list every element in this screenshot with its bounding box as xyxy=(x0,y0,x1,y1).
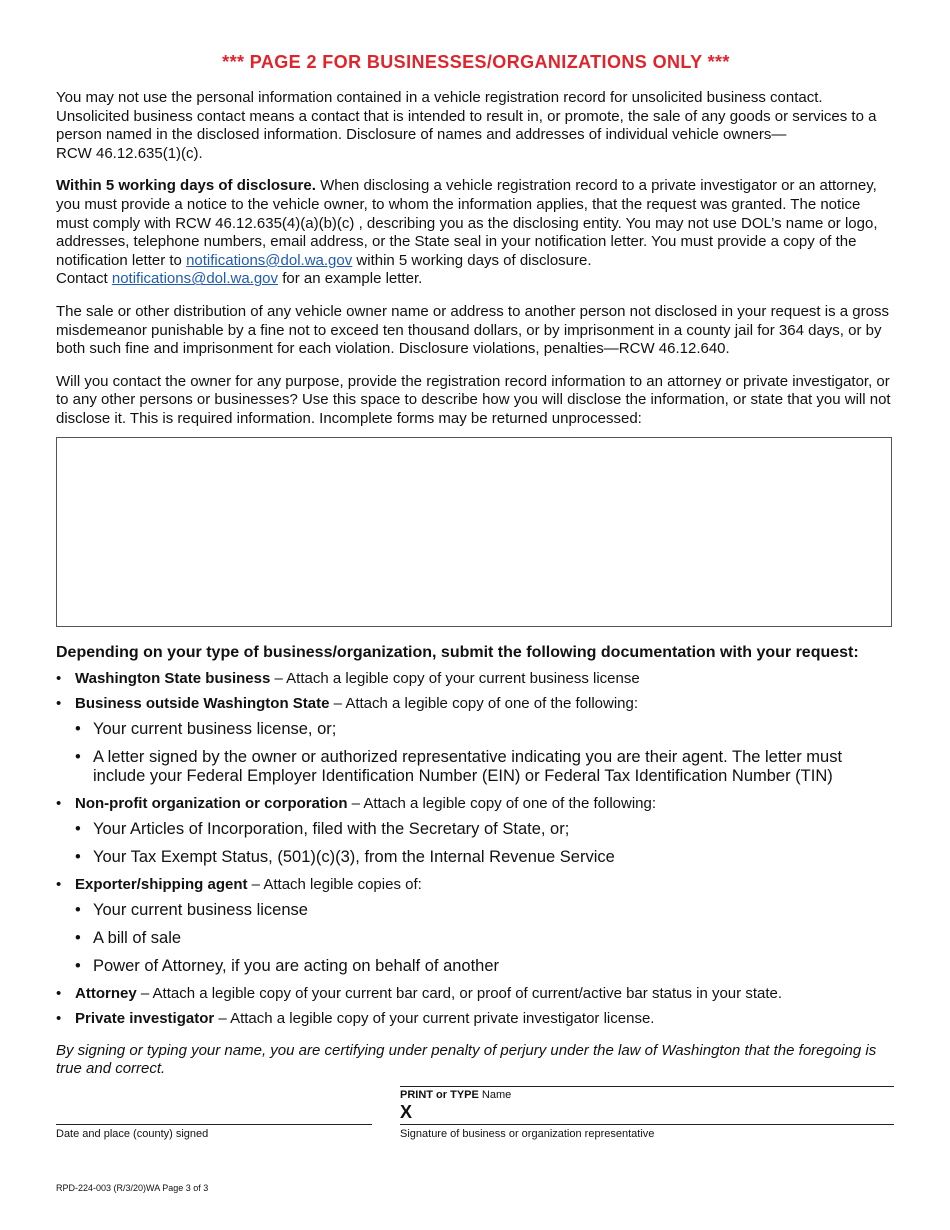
sub-list xyxy=(75,820,896,867)
sub-list xyxy=(75,720,896,786)
signature-x-mark: X xyxy=(400,1102,413,1122)
list-item xyxy=(56,876,896,976)
date-place-field[interactable] xyxy=(56,1124,372,1125)
date-place-label: Date and place (county) signed xyxy=(56,1128,209,1140)
doc-type-label: Business outside Washington State xyxy=(75,694,330,712)
example-letter-email-link[interactable]: notifications@dol.wa.gov xyxy=(111,270,279,288)
disclosure-question: Will you contact the owner for any purpose, provide the registration record information to an attorney or private investigator, or to any other persons or businesses? Use this space to describe how you will disclose the information, or state that you will not disclose it. This is required information. Incomplete forms may be returned unprocessed: xyxy=(56,372,891,427)
form-page xyxy=(56,52,896,1079)
doc-type-label: Washington State business xyxy=(75,669,271,687)
doc-type-text: – Attach a legible copy of your current bar card, or proof of current/active bar status in your state. xyxy=(136,984,783,1002)
doc-type-text: – Attach a legible copy of your current private investigator license. xyxy=(214,1009,655,1027)
print-name-label xyxy=(400,1089,511,1101)
disclosure-description-input[interactable] xyxy=(56,437,892,627)
sub-list-item: • Your Articles of Incorporation, filed with the Secretary of State, or; xyxy=(75,820,896,839)
doc-type-text: – Attach a legible copy of one of the following: xyxy=(347,794,657,812)
sub-list xyxy=(75,901,896,976)
sub-list-item: • Your current business license, or; xyxy=(75,720,896,739)
notifications-email-link[interactable]: notifications@dol.wa.gov xyxy=(186,251,353,269)
print-type-label: PRINT or TYPE xyxy=(400,1089,479,1101)
doc-type-label: Non-profit organization or corporation xyxy=(75,794,348,812)
list-item xyxy=(56,670,896,688)
page-title: *** PAGE 2 FOR BUSINESSES/ORGANIZATIONS ONLY *** xyxy=(222,52,730,72)
list-item xyxy=(56,1010,896,1028)
sub-list-item: • A letter signed by the owner or authorized representative indicating you are their agent. The letter must include your Federal Employer Identification Number (EIN) or Federal Tax Identification Number (TIN) xyxy=(75,748,896,786)
penalties-paragraph: The sale or other distribution of any vehicle owner name or address to another person not disclosed in your request is a gross misdemeanor punishable by a fine not to exceed ten thousand dollars, or by imprisonment in a county jail for 364 days, or by both such fine and imprisonment for each violation. Disclosure violations, penalties—RCW 46.12.640. xyxy=(56,302,889,358)
form-footer: RPD-224-003 (R/3/20)WA Page 3 of 3 xyxy=(56,1183,209,1193)
name-label: Name xyxy=(478,1089,512,1101)
example-letter-text: for an example letter. xyxy=(278,270,423,288)
signature-label: Signature of business or organization representative xyxy=(400,1128,655,1140)
contact-text: Contact xyxy=(56,270,112,288)
disclosure-notice-text: When disclosing a vehicle registration record to a private investigator or an attorney, you must provide a notice to the vehicle owner, to whom the information applies, that the request was granted. The notice must comply with RCW 46.12.635(4)(a)(b)(c) , describing you as the disclosing entity. You may not use DOL’s name or logo, addresses, telephone numbers, email address, or the State seal in your notification letter. You must provide a copy of the notification letter to xyxy=(56,177,878,269)
doc-type-text: – Attach a legible copy of your current business license xyxy=(270,669,640,687)
disclosure-deadline-text: within 5 working days of disclosure. xyxy=(352,251,592,269)
documentation-list xyxy=(56,670,896,1028)
doc-type-text: – Attach a legible copy of one of the following: xyxy=(329,694,639,712)
signature-field[interactable] xyxy=(400,1124,894,1125)
print-name-field[interactable] xyxy=(400,1086,894,1087)
disclosure-notice-paragraph xyxy=(56,177,896,289)
signature-area xyxy=(56,1086,896,1146)
doc-type-text: – Attach legible copies of: xyxy=(247,875,422,893)
disclosure-notice-lead: Within 5 working days of disclosure. xyxy=(56,177,316,195)
list-item xyxy=(56,695,896,786)
sub-list-item: • Your Tax Exempt Status, (501)(c)(3), from the Internal Revenue Service xyxy=(75,848,896,867)
sub-list-item: • Power of Attorney, if you are acting on behalf of another xyxy=(75,957,896,976)
sub-list-item: • A bill of sale xyxy=(75,929,896,948)
list-item xyxy=(56,985,896,1003)
doc-type-label: Private investigator xyxy=(75,1009,215,1027)
doc-type-label: Attorney xyxy=(75,984,137,1002)
documentation-heading: Depending on your type of business/organization, submit the following documentation with your request: xyxy=(56,643,859,661)
doc-type-label: Exporter/shipping agent xyxy=(75,875,248,893)
list-item xyxy=(56,795,896,867)
unsolicited-contact-paragraph: You may not use the personal information contained in a vehicle registration record for unsolicited business contact. Unsolicited business contact means a contact that is intended to result in, or promote, the sale of any goods or services to a person named in the disclosed information. Disclosure of names and addresses of individual vehicle owners— RCW 46.12.635(1)(c). xyxy=(56,89,877,162)
sub-list-item: • Your current business license xyxy=(75,901,896,920)
certification-statement: By signing or typing your name, you are certifying under penalty of perjury under the law of Washington that the foregoing is true and correct. xyxy=(56,1041,877,1078)
